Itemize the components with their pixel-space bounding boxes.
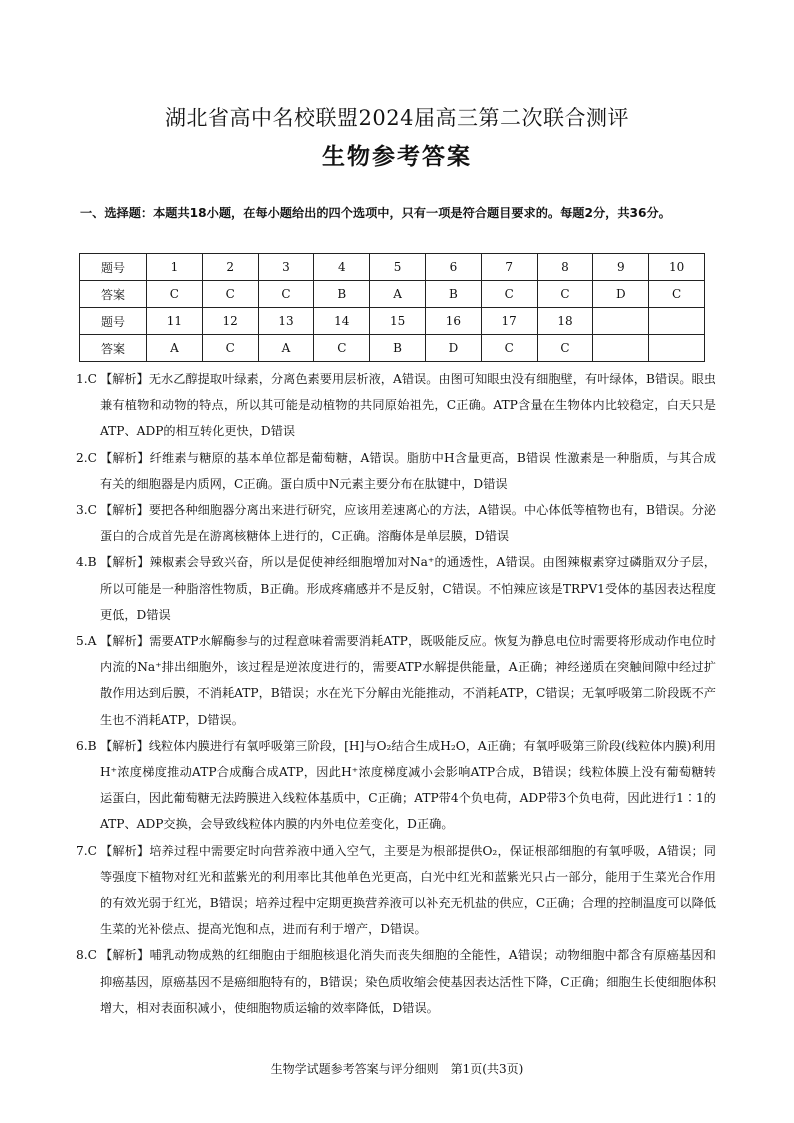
explanation-text: 【解析】无水乙醇提取叶绿素，分离色素要用层析液，A错误。由图可知眼虫没有细胞壁，有叶绿体，B错误。眼虫兼有植物和动物的特点，所以其可能是动植物的共同原始祖先，C正确。ATP含量在生物体内比较稳定，白天只是ATP、ADP的相互转化更快，D错误	[100, 372, 716, 439]
table-cell: B	[314, 281, 370, 308]
table-cell	[593, 308, 649, 335]
table-row	[80, 308, 705, 335]
table-cell: 12	[202, 308, 258, 335]
explanation-text: 【解析】要把各种细胞器分离出来进行研究，应该用差速离心的方法，A错误。中心体低等植物也有，B错误。分泌蛋白的合成首先是在游离核糖体上进行的，C正确。溶酶体是单层膜，D错误	[100, 503, 716, 544]
explanation-item	[76, 549, 716, 628]
explanation-number: 5.A	[76, 634, 97, 649]
table-cell: C	[481, 335, 537, 362]
table-row	[80, 335, 705, 362]
table-row	[80, 254, 705, 281]
explanation-item	[76, 733, 716, 838]
table-cell: 1	[147, 254, 203, 281]
table-cell: A	[370, 281, 426, 308]
table-cell: 10	[649, 254, 705, 281]
table-cell: 14	[314, 308, 370, 335]
table-cell: 16	[425, 308, 481, 335]
table-cell: B	[370, 335, 426, 362]
table-cell: C	[537, 281, 593, 308]
table-cell: D	[593, 281, 649, 308]
explanations-list	[76, 366, 716, 1021]
table-cell: A	[258, 335, 314, 362]
answer-table	[79, 253, 705, 362]
explanation-number: 1.C	[76, 372, 97, 386]
table-row-header: 答案	[80, 335, 147, 362]
table-cell: 6	[425, 254, 481, 281]
table-row-header: 题号	[80, 254, 147, 281]
table-cell: 2	[202, 254, 258, 281]
explanation-item	[76, 366, 716, 445]
explanation-text: 【解析】线粒体内膜进行有氧呼吸第三阶段，[H]与O₂结合生成H₂O，A正确；有氧呼吸第三阶段(线粒体内膜)利用H⁺浓度梯度推动ATP合成酶合成ATP，因此H⁺浓度梯度减小会影响ATP合成，B错误；线粒体膜上没有葡萄糖转运蛋白，因此葡萄糖无法跨膜进入线粒体基质中，C正确；ATP带4个负电荷，ADP带3个负电荷，因此进行1∶1的ATP、ADP交换，会导致线粒体内膜的内外电位差变化，D正确。	[100, 738, 716, 832]
table-cell	[649, 308, 705, 335]
explanation-number: 7.C	[76, 843, 97, 858]
explanation-text: 【解析】辣椒素会导致兴奋，所以是促使神经细胞增加对Na⁺的通透性，A错误。由图辣椒素穿过磷脂双分子层，所以可能是一种脂溶性物质，B正确。形成疼痛感并不是反射，C错误。不怕辣应该是TRPV1受体的基因表达程度更低，D错误	[100, 555, 716, 622]
explanation-text: 【解析】纤维素与糖原的基本单位都是葡萄糖，A错误。脂肪中H含量更高，B错误 性激素是一种脂质，与其合成有关的细胞器是内质网，C正确。蛋白质中N元素主要分布在肽键中，D错误	[100, 450, 716, 491]
table-row-header: 答案	[80, 281, 147, 308]
section-heading: 一、选择题：本题共18小题，在每小题给出的四个选项中，只有一项是符合题目要求的。每题2分，共36分。	[80, 206, 671, 220]
table-cell: 4	[314, 254, 370, 281]
explanation-number: 8.C	[76, 948, 97, 963]
table-cell: C	[537, 335, 593, 362]
explanation-number: 2.C	[76, 450, 97, 465]
table-cell: 17	[481, 308, 537, 335]
table-cell: C	[258, 281, 314, 308]
table-cell: D	[425, 335, 481, 362]
table-cell: 13	[258, 308, 314, 335]
table-cell: 5	[370, 254, 426, 281]
table-row-header: 题号	[80, 308, 147, 335]
table-cell	[649, 335, 705, 362]
page-footer: 生物学试题参考答案与评分细则 第1页(共3页)	[270, 1062, 524, 1076]
explanation-item	[76, 445, 716, 497]
table-cell: 3	[258, 254, 314, 281]
explanation-number: 3.C	[76, 503, 97, 518]
page-subtitle: 生物参考答案	[322, 144, 472, 170]
table-cell: B	[425, 281, 481, 308]
explanation-number: 4.B	[76, 555, 97, 570]
table-cell: C	[147, 281, 203, 308]
explanation-text: 【解析】培养过程中需要定时向营养液中通入空气，主要是为根部提供O₂，保证根部细胞的有氧呼吸，A错误；同等强度下植物对红光和蓝紫光的利用率比其他单色光更高，白光中红光和蓝紫光只占一部分，能用于生菜光合作用的有效光弱于红光，B错误；培养过程中定期更换营养液可以补充无机盐的供应，C正确；合理的控制温度可以降低生菜的光补偿点、提高光饱和点，进而有利于增产，D错误。	[100, 843, 716, 937]
explanation-item	[76, 838, 716, 943]
table-cell: 7	[481, 254, 537, 281]
explanation-item	[76, 628, 716, 733]
table-cell: C	[649, 281, 705, 308]
table-cell: 8	[537, 254, 593, 281]
table-cell: 15	[370, 308, 426, 335]
table-cell: C	[202, 281, 258, 308]
explanation-item	[76, 942, 716, 1021]
explanation-number: 6.B	[76, 738, 97, 753]
table-cell: A	[147, 335, 203, 362]
table-cell: 11	[147, 308, 203, 335]
table-row	[80, 281, 705, 308]
table-cell: 18	[537, 308, 593, 335]
table-cell: C	[481, 281, 537, 308]
table-cell: C	[202, 335, 258, 362]
page-title: 湖北省高中名校联盟2024届高三第二次联合测评	[165, 106, 629, 130]
explanation-text: 【解析】哺乳动物成熟的红细胞由于细胞核退化消失而丧失细胞的全能性，A错误；动物细胞中都含有原癌基因和抑癌基因，原癌基因不是癌细胞特有的，B错误；染色质收缩会使基因表达活性下降，C正确；细胞生长使细胞体积增大，相对表面积减小，使细胞物质运输的效率降低，D错误。	[100, 948, 716, 1015]
explanation-item	[76, 497, 716, 549]
table-cell	[593, 335, 649, 362]
table-cell: 9	[593, 254, 649, 281]
explanation-text: 【解析】需要ATP水解酶参与的过程意味着需要消耗ATP，既吸能反应。恢复为静息电位时需要将形成动作电位时内流的Na⁺排出细胞外，该过程是逆浓度进行的，需要ATP水解提供能量，A正确；神经递质在突触间隙中经过扩散作用达到后膜，不消耗ATP，B错误；水在光下分解由光能推动，不消耗ATP，C错误；无氧呼吸第二阶段既不产生也不消耗ATP，D错误。	[100, 634, 716, 727]
table-cell: C	[314, 335, 370, 362]
